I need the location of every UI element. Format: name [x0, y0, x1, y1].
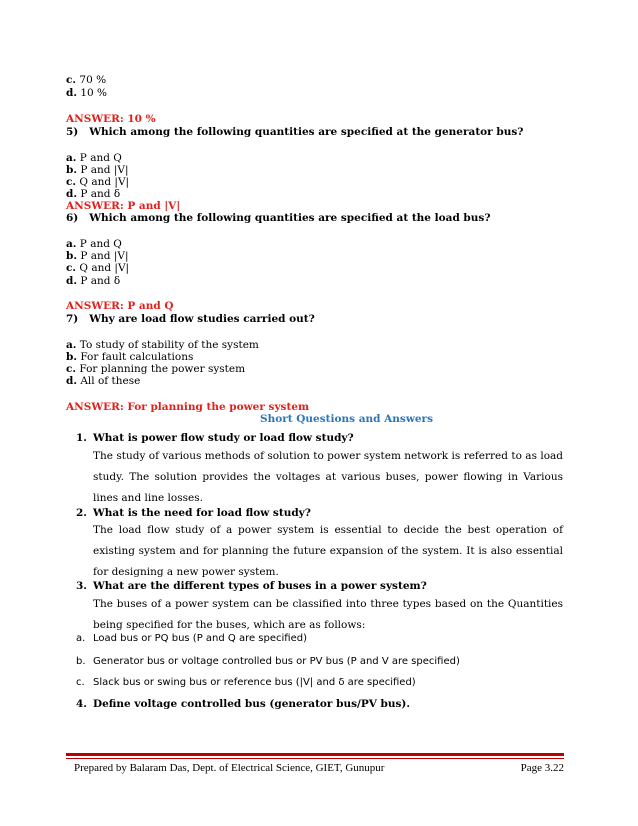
option-d-q4: d. 10 % — [66, 87, 108, 99]
answer-q6: ANSWER: P and Q — [66, 300, 174, 312]
footer-rule-thin — [66, 758, 564, 759]
option-d-q7: d. All of these — [66, 375, 141, 387]
bus-type-a: a. Load bus or PQ bus (P and Q are specified) — [76, 633, 307, 644]
bus-type-c: c. Slack bus or swing bus or reference bus (|V| and δ are specified) — [76, 677, 416, 688]
option-c-q6: c. Q and |V| — [66, 262, 130, 274]
answer-q7: ANSWER: For planning the power system — [66, 401, 310, 413]
short-answer-1: The study of various methods of solution to power system network is referred to as load study. The solution provides the voltages at various buses, power flowing in Various lines and line losses. — [93, 450, 563, 504]
question-6: 6) Which among the following quantities are specified at the load bus? — [66, 212, 491, 224]
bus-type-b: b. Generator bus or voltage controlled bus or PV bus (P and V are specified) — [76, 656, 460, 667]
option-b-q7: b. For fault calculations — [66, 351, 194, 363]
short-question-4: 4. Define voltage controlled bus (generator bus/PV bus). — [76, 698, 411, 710]
footer-credit: Prepared by Balaram Das, Dept. of Electrical Science, GIET, Gunupur — [74, 762, 385, 774]
page-number: Page 3.22 — [520, 762, 564, 774]
option-d-q6: d. P and δ — [66, 275, 121, 287]
question-5: 5) Which among the following quantities are specified at the generator bus? — [66, 126, 524, 138]
section-heading: Short Questions and Answers — [260, 413, 433, 425]
option-a-q6: a. P and Q — [66, 238, 122, 250]
option-b-q6: b. P and |V| — [66, 250, 129, 262]
option-c-q5: c. Q and |V| — [66, 176, 130, 188]
option-c-q7: c. For planning the power system — [66, 363, 246, 375]
option-a-q7: a. To study of stability of the system — [66, 339, 259, 351]
option-d-q5: d. P and δ — [66, 188, 121, 200]
short-question-2: 2. What is the need for load flow study? — [76, 507, 311, 519]
option-a-q5: a. P and Q — [66, 152, 122, 164]
answer-q5: ANSWER: P and |V| — [66, 200, 181, 212]
option-c-q4: c. 70 % — [66, 74, 107, 86]
footer-rule-thick — [66, 753, 564, 756]
short-question-1: 1. What is power flow study or load flow study? — [76, 432, 354, 444]
short-answer-2: The load flow study of a power system is essential to decide the best operation of existing system and for planning the future expansion of the system. It is also essential for designing a new power system. — [93, 524, 563, 578]
answer-q4: ANSWER: 10 % — [66, 113, 156, 125]
question-7: 7) Why are load flow studies carried out? — [66, 313, 315, 325]
short-question-3: 3. What are the different types of buses in a power system? — [76, 580, 427, 592]
short-answer-3: The buses of a power system can be classified into three types based on the Quantities being specified for the buses, which are as follows: — [93, 598, 563, 631]
option-b-q5: b. P and |V| — [66, 164, 129, 176]
